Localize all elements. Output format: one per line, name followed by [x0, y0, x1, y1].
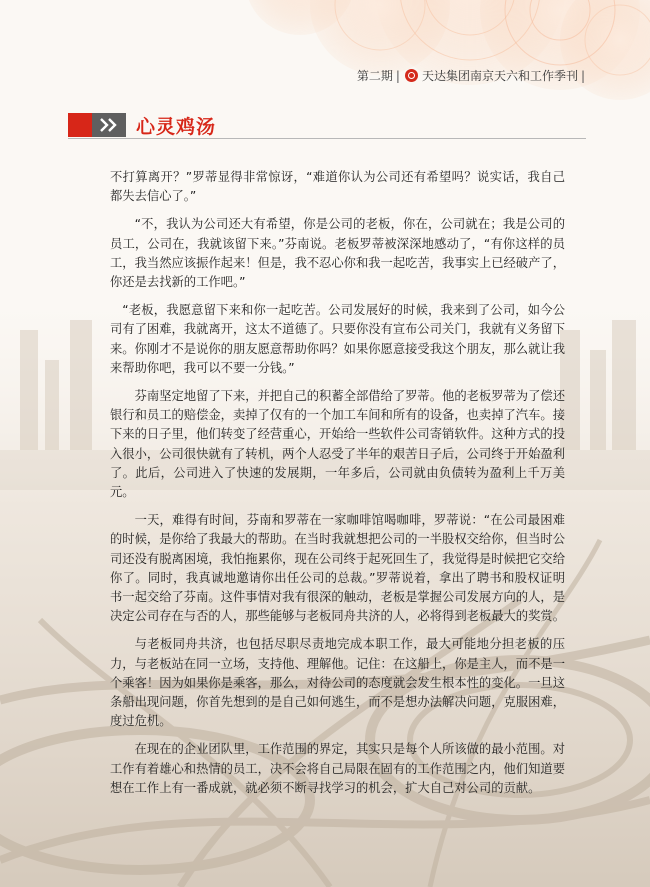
company-logo-icon [405, 69, 418, 82]
article-paragraph: 与老板同舟共济，也包括尽职尽责地完成本职工作，最大可能地分担老板的压力，与老板站在同一立场，支持他、理解他。记住：在这船上，你是主人，而不是一个乘客！因为如果你是乘客，那么，对待公司的态度就会发生根本性的变化。一旦这条船出现问题，你首先想到的是自己如何逃生，而不是想办法解决问题，克服困难，度过危机。 [110, 637, 565, 729]
red-block-decoration [68, 113, 92, 137]
title-divider [68, 138, 586, 139]
publication-name: 天达集团南京天六和工作季刊 [421, 69, 578, 83]
article-paragraph: “老板，我愿意留下来和你一起吃苦。公司发展好的时候，我来到了公司，如今公司有了困难，我就离开，这太不道德了。只要你没有宣布公司关门，我就有义务留下来。你刚才不是说你的朋友愿意帮助你吗？如果你愿意接受我这个朋友，那么就让我来帮助你吧，我可以不要一分钱。” [110, 303, 565, 375]
article-paragraph: 不打算离开？”罗蒂显得非常惊讶，“难道你认为公司还有希望吗？说实话，我自己都失去信心了。” [110, 170, 565, 204]
article-body [110, 168, 565, 807]
section-title: 心灵鸡汤 [136, 115, 217, 138]
section-title-bar [68, 113, 586, 137]
article-paragraph: 芬南坚定地留了下来，并把自己的积蓄全部借给了罗蒂。他的老板罗蒂为了偿还银行和员工的赔偿金，卖掉了仅有的一个加工车间和所有的设备，也卖掉了汽车。接下来的日子里，他们转变了经营重心，开始给一些软件公司寄销软件。这种方式的投入很小，公司很快就有了转机，两个人忍受了半年的艰苦日子后，公司终于开始盈利了。此后，公司进入了快速的发展期，一年多后，公司就由负债转为盈利上千万美元。 [110, 389, 565, 500]
page-header [0, 0, 650, 100]
separator: | [580, 68, 585, 83]
article-paragraph: 在现在的企业团队里，工作范围的界定，其实只是每个人所该做的最小范围。对工作有着雄心和热情的员工，决不会将自己局限在固有的工作范围之内，他们知道要想在工作上有一番成就，就必须不断寻找学习的机会，扩大自己对公司的贡献。 [110, 742, 565, 795]
issue-number: 第二期 [356, 69, 393, 83]
article-paragraph: 一天，难得有时间，芬南和罗蒂在一家咖啡馆喝咖啡，罗蒂说：“在公司最困难的时候，是你给了我最大的帮助。在当时我就想把公司的一半股权交给你，但当时公司还没有脱离困境，我怕拖累你，现在公司终于起死回生了，我觉得是时候把它交给你了。同时，我真诚地邀请你出任公司的总裁。”罗蒂说着，拿出了聘书和股权证明书一起交给了芬南。这件事情对我有很深的触动，老板是掌握公司发展方向的人，是决定公司存在与否的人，那些能够与老板同舟共济的人，必将得到老板最大的奖赏。 [110, 513, 565, 624]
double-chevron-icon [92, 113, 126, 137]
separator: | [395, 68, 400, 83]
article-paragraph: “不，我认为公司还大有希望，你是公司的老板，你在，公司就在；我是公司的员工，公司在，我就该留下来。”芬南说。老板罗蒂被深深地感动了，“有你这样的员工，我当然应该振作起来！但是，我不忍心你和我一起吃苦，我事实上已经破产了，你还是去找新的工作吧。” [110, 217, 565, 290]
issue-line [357, 67, 588, 84]
